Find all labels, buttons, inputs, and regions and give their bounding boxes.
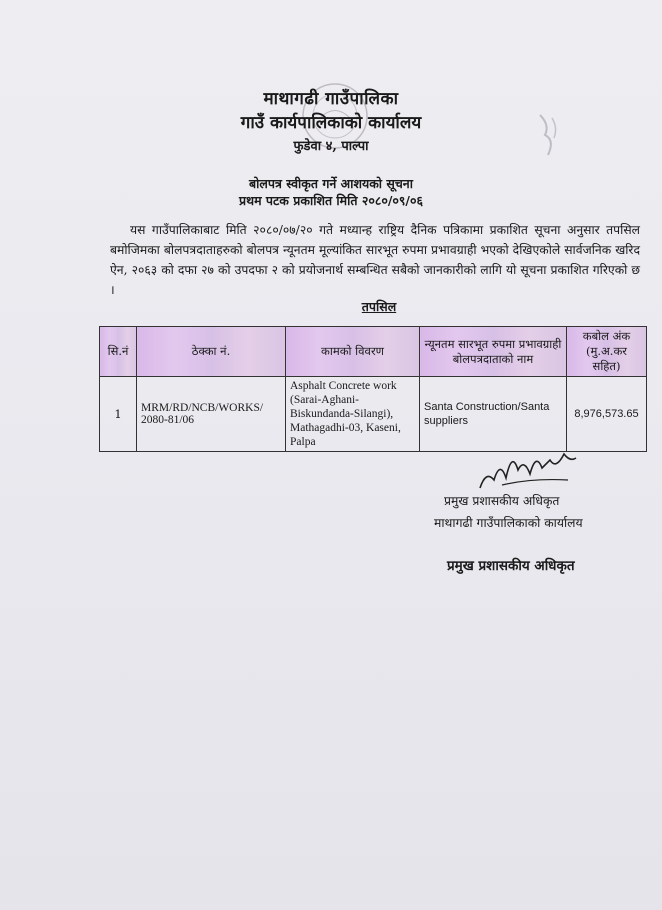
cell-contract-no: MRM/RD/NCB/WORKS/ 2080-81/06 (137, 377, 286, 452)
col-header-description: कामको विवरण (286, 327, 420, 377)
signatory-designation: प्रमुख प्रशासकीय अधिकृत (444, 494, 560, 508)
cell-description: Asphalt Concrete work (Sarai-Aghani-Biskundanda-Silangi), Mathagadhi-03, Kaseni, Palpa (286, 377, 420, 452)
cell-bidder: Santa Construction/Santa suppliers (420, 377, 567, 452)
table-header-row (100, 327, 647, 377)
notice-title: बोलपत्र स्वीकृत गर्ने आशयको सूचना (249, 176, 413, 191)
col-header-bidder: न्यूनतम सारभूत रुपमा प्रभावग्राही बोलपत्रदाताको नाम (420, 327, 567, 377)
org-name: माथागढी गाउँपालिका (263, 89, 399, 109)
schedule-heading: तपसिल (361, 299, 397, 314)
award-table (99, 326, 647, 452)
notice-body: यस गाउँपालिकाबाट मिति २०८०/०७/२० गते मध्यान्ह राष्ट्रिय दैनिक पत्रिकामा प्रकाशित सूचना अनुसार तपसिल बमोजिमका बोलपत्रदाताहरुको बोलपत्र न्यूनतम मूल्यांकित सारभूत रुपमा प्रभावग्राही भएको देखिएकोले सार्वजनिक खरिद ऐन, २०६३ को दफा २७ को उपदफा २ को प्रयोजनार्थ सम्बन्धित सबैको जानकारीको लागि यो सूचना प्रकाशित गरिएको छ । (110, 223, 640, 297)
office-name: गाउँ कार्यपालिकाको कार्यालय (240, 113, 422, 133)
cell-sn: 1 (100, 377, 137, 452)
cell-amount: 8,976,573.65 (567, 377, 647, 452)
col-header-contract-no: ठेक्का नं. (137, 327, 286, 377)
designation-stamp: प्रमुख प्रशासकीय अधिकृत (447, 558, 575, 574)
signatory-office: माथागढी गाउँपालिकाको कार्यालय (434, 516, 583, 530)
handwritten-signature (472, 440, 582, 495)
office-address: फुडेवा ४, पाल्पा (293, 139, 369, 154)
col-header-sn: सि.नं (100, 327, 137, 377)
publish-date-line: प्रथम पटक प्रकाशित मिति २०८०/०९/०६ (238, 193, 423, 208)
col-header-amount: कबोल अंक (मु.अ.कर सहित) (567, 327, 647, 377)
